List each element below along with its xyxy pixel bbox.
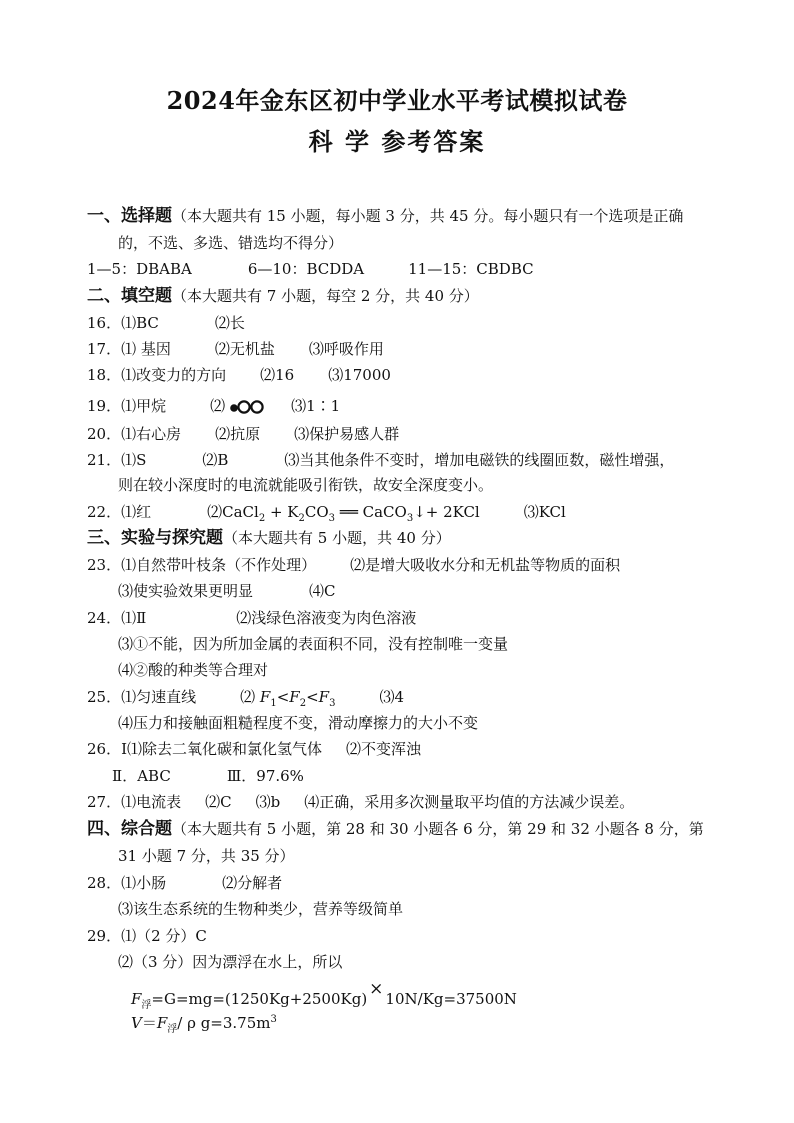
eq-part: F [289, 688, 300, 706]
section-4-desc: （本大题共有 5 小题，第 28 和 30 小题各 6 分，第 29 和 32 小题各 8 分，第 [172, 820, 704, 838]
section-4-heading [87, 818, 704, 840]
eq-part: ⑵ [240, 688, 260, 706]
section-2-heading [87, 285, 479, 307]
section-1-title: 一、选择题 [87, 206, 172, 226]
question-number: 29． [87, 927, 122, 945]
question-19 [87, 395, 340, 417]
eq-sub: 浮 [167, 1024, 178, 1035]
answers-1-5: 1—5：DBABA [87, 260, 192, 278]
question-number: 20． [87, 425, 122, 443]
question-24 [87, 607, 416, 629]
answer: ⑴Ⅱ [121, 609, 147, 627]
answer: ⑴（2 分）C [121, 927, 207, 945]
answer: ⑴自然带叶枝条（不作处理） [121, 556, 317, 574]
eq-part: F [259, 688, 271, 706]
answer: ⑴BC [121, 314, 159, 332]
answer: ⑶使实验效果更明显 [118, 582, 254, 600]
answer: ⑵C [205, 793, 232, 811]
chemical-equation [207, 503, 480, 524]
eq-part: F [156, 1014, 168, 1032]
question-number: 25． [87, 688, 122, 706]
answer: ⑵无机盐 [214, 340, 275, 358]
eq-part: ↓+ 2KCl [413, 503, 480, 521]
question-number: 17． [87, 340, 122, 358]
section-3-heading [87, 527, 451, 549]
eq-sub: 2 [298, 513, 305, 524]
eq-part: < [306, 688, 319, 706]
answer: ⑴ 基因 [121, 340, 171, 358]
question-24-part3: ⑶①不能，因为所加金属的表面积不同，没有控制唯一变量 [118, 635, 509, 653]
answer: ⑶1∶1 [291, 397, 341, 415]
question-23 [87, 554, 620, 576]
answer: ⑵抗原 [215, 425, 261, 443]
question-28-part3: ⑶该生态系统的生物种类少，营养等级简单 [118, 900, 404, 918]
answer: Ⅱ．ABC [112, 767, 171, 785]
eq-sup: 3 [270, 1014, 277, 1025]
section-2-desc: （本大题共有 7 小题，每空 2 分，共 40 分） [172, 287, 479, 305]
eq-part: V [131, 1014, 142, 1032]
question-29 [87, 925, 207, 947]
eq-sub: 3 [406, 513, 414, 524]
question-17 [87, 338, 384, 360]
question-18 [87, 364, 391, 386]
answer: Ⅲ．97.6% [226, 767, 304, 785]
section-3-desc: （本大题共有 5 小题，共 40 分） [223, 529, 451, 547]
question-number: 21． [87, 451, 122, 469]
question-number: 16． [87, 314, 122, 332]
answer: Ⅰ⑴除去二氧化碳和氯化氢气体 [121, 740, 323, 758]
answer: ⑵是增大吸收水分和无机盐等物质的面积 [350, 556, 621, 574]
question-number: 18． [87, 366, 122, 384]
question-26 [87, 738, 421, 760]
answer: ⑴匀速直线 [121, 688, 197, 706]
section-4-desc-cont: 31 小题 7 分，共 35 分） [118, 847, 295, 865]
buoyancy-formula [131, 979, 517, 1011]
eq-part: CO [304, 503, 329, 521]
choice-answers [87, 258, 534, 280]
force-relation [240, 688, 336, 709]
answer: ⑴红 [121, 503, 152, 521]
eq-part: < [276, 688, 290, 706]
answer: ⑵不变浑浊 [346, 740, 422, 758]
page-title: 2024年金东区初中学业水平考试模拟试卷 [166, 86, 628, 115]
section-1-desc-cont: 的，不选、多选、错选均不得分） [118, 234, 344, 252]
eq-sub: 浮 [141, 1000, 152, 1011]
answer: ⑴电流表 [121, 793, 182, 811]
question-23-cont [118, 580, 336, 602]
question-16 [87, 312, 245, 334]
volume-formula [131, 1012, 277, 1034]
question-number: 26． [87, 740, 122, 758]
answer: ⑴小肠 [121, 874, 167, 892]
answer: ⑷C [309, 582, 336, 600]
eq-part: ══ CaCO [335, 503, 407, 521]
answers-11-15: 11—15：CBDBC [408, 260, 534, 278]
question-25 [87, 686, 404, 708]
eq-part: ＝ [141, 1014, 157, 1032]
answer: ⑶KCl [523, 503, 566, 521]
answer: ⑵16 [260, 366, 295, 384]
answer: ⑶呼吸作用 [308, 340, 384, 358]
section-1-heading [87, 205, 683, 227]
molecule-model-icon [227, 399, 267, 415]
answer: ⑴甲烷 [121, 397, 167, 415]
eq-sub: 2 [258, 513, 266, 524]
question-29-part2: ⑵（3 分）因为漂浮在水上，所以 [118, 953, 343, 971]
answer: ⑴改变力的方向 [121, 366, 227, 384]
question-25-part4: ⑷压力和接触面粗糙程度不变，滑动摩擦力的大小不变 [118, 714, 479, 732]
answer: ⑵浅绿色溶液变为肉色溶液 [236, 609, 417, 627]
section-2-title: 二、填空题 [87, 286, 172, 306]
question-number: 22． [87, 503, 122, 521]
answer: ⑶17000 [328, 366, 391, 384]
question-number: 28． [87, 874, 122, 892]
section-1-desc: （本大题共有 15 小题，每小题 3 分，共 45 分。每小题只有一个选项是正确 [172, 207, 684, 225]
question-27 [87, 791, 634, 813]
eq-sub: 1 [270, 698, 277, 709]
answer: ⑵ [210, 397, 226, 415]
section-4-title: 四、综合题 [87, 819, 172, 839]
eq-sub: 3 [328, 513, 336, 524]
question-21 [87, 449, 674, 471]
answer: ⑵长 [214, 314, 245, 332]
answer: ⑶b [255, 793, 281, 811]
question-number: 23． [87, 556, 122, 574]
question-number: 19． [87, 397, 122, 415]
answer: ⑶当其他条件不变时，增加电磁铁的线圈匝数，磁性增强， [284, 451, 675, 469]
question-21-cont: 则在较小深度时的电流就能吸引衔铁，故安全深度变小。 [118, 476, 494, 494]
question-number: 24． [87, 609, 122, 627]
answers-6-10: 6—10：BCDDA [247, 260, 365, 278]
question-26-cont [112, 765, 304, 787]
answer: ⑶4 [379, 688, 404, 706]
answer: ⑵B [202, 451, 229, 469]
question-24-part4: ⑷②酸的种类等合理对 [118, 661, 269, 679]
answer: ⑵分解者 [222, 874, 283, 892]
eq-part: F [131, 990, 142, 1008]
answer: ⑴S [121, 451, 147, 469]
question-28 [87, 872, 282, 894]
times-sign: × [369, 979, 384, 999]
answer: ⑷正确，采用多次测量取平均值的方法减少误差。 [304, 793, 635, 811]
eq-sub: 2 [299, 698, 307, 709]
question-number: 27． [87, 793, 122, 811]
page-subtitle: 科 学 参考答案 [308, 127, 486, 156]
answer: ⑶保护易感人群 [294, 425, 400, 443]
eq-part: F [318, 688, 330, 706]
answer: ⑴右心房 [121, 425, 182, 443]
question-20 [87, 423, 399, 445]
section-3-title: 三、实验与探究题 [87, 528, 223, 548]
eq-part: =G=mg=(1250Kg+2500Kg) [151, 990, 368, 1008]
question-22 [87, 501, 566, 523]
eq-part: ⑵CaCl [207, 503, 259, 521]
eq-part: + K [265, 503, 299, 521]
eq-part: / ρ g=3.75m [177, 1014, 271, 1032]
eq-sub: 3 [329, 698, 336, 709]
eq-part: 10N/Kg=37500N [385, 990, 517, 1008]
